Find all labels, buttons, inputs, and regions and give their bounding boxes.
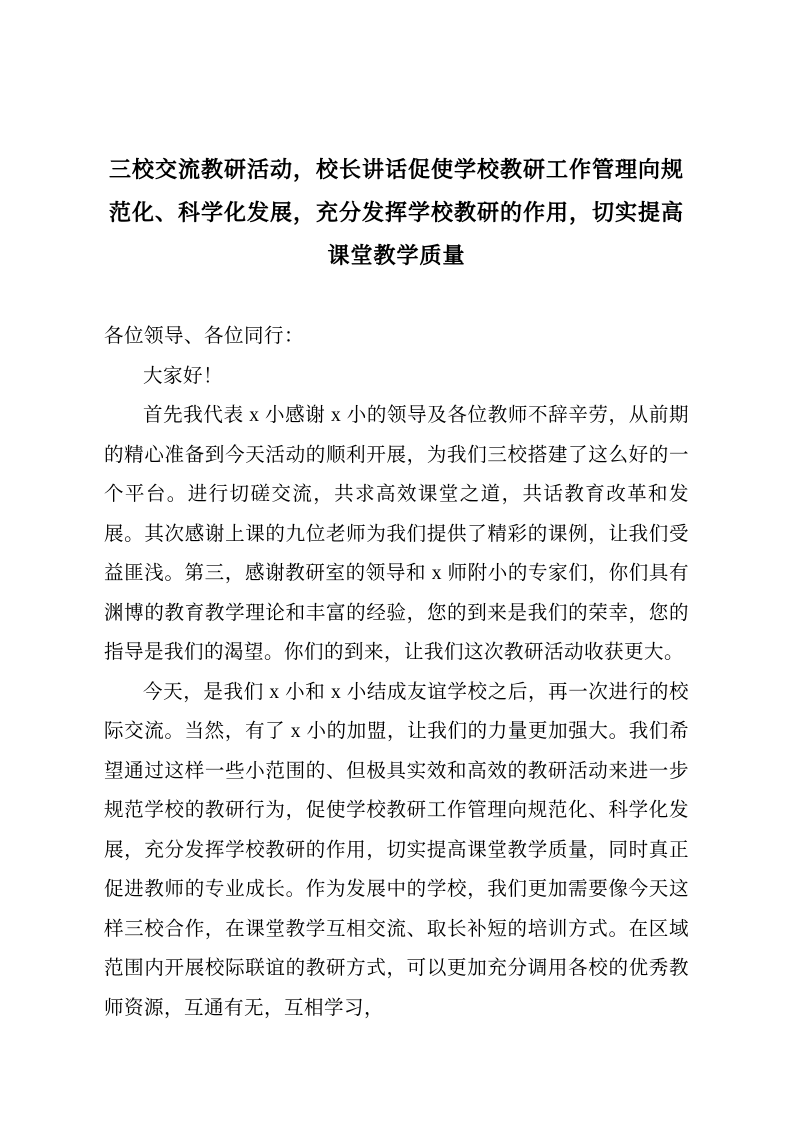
- paragraph-thanks: 首先我代表 x 小感谢 x 小的领导及各位教师不辞辛劳，从前期的精心准备到今天活动的顺利开展，为我们三校搭建了这么好的一个平台。进行切磋交流，共求高效课堂之道，共话教育改革和发展。其次感谢上课的九位老师为我们提供了精彩的课例，让我们受益匪浅。第三，感谢教研室的领导和 x 师附小的专家们，你们具有渊博的教育教学理论和丰富的经验，您的到来是我们的荣幸，您的指导是我们的渴望。你们的到来，让我们这次教研活动收获更大。: [104, 405, 689, 663]
- salutation-line: 各位领导、各位同行：: [104, 326, 305, 347]
- greeting-line: 大家好！: [143, 365, 224, 387]
- document-title: 三校交流教研活动，校长讲话促使学校教研工作管理向规范化、科学化发展，充分发挥学校教研的作用，切实提高课堂教学质量: [108, 157, 684, 268]
- paragraph-exchange: 今天，是我们 x 小和 x 小结成友谊学校之后，再一次进行的校际交流。当然，有了 x 小的加盟，让我们的力量更加强大。我们希望通过这样一些小范围的、但极具实效和高效的教研活动来进一步规范学校的教研行为，促使学校教研工作管理向规范化、科学化发展，充分发挥学校教研的作用，切实提高课堂教学质量，同时真正促进教师的专业成长。作为发展中的学校，我们更加需要像今天这样三校合作，在课堂教学互相交流、取长补短的培训方式。在区域范围内开展校际联谊的教研方式，可以更加充分调用各校的优秀教师资源，互通有无，互相学习，: [104, 681, 689, 1019]
